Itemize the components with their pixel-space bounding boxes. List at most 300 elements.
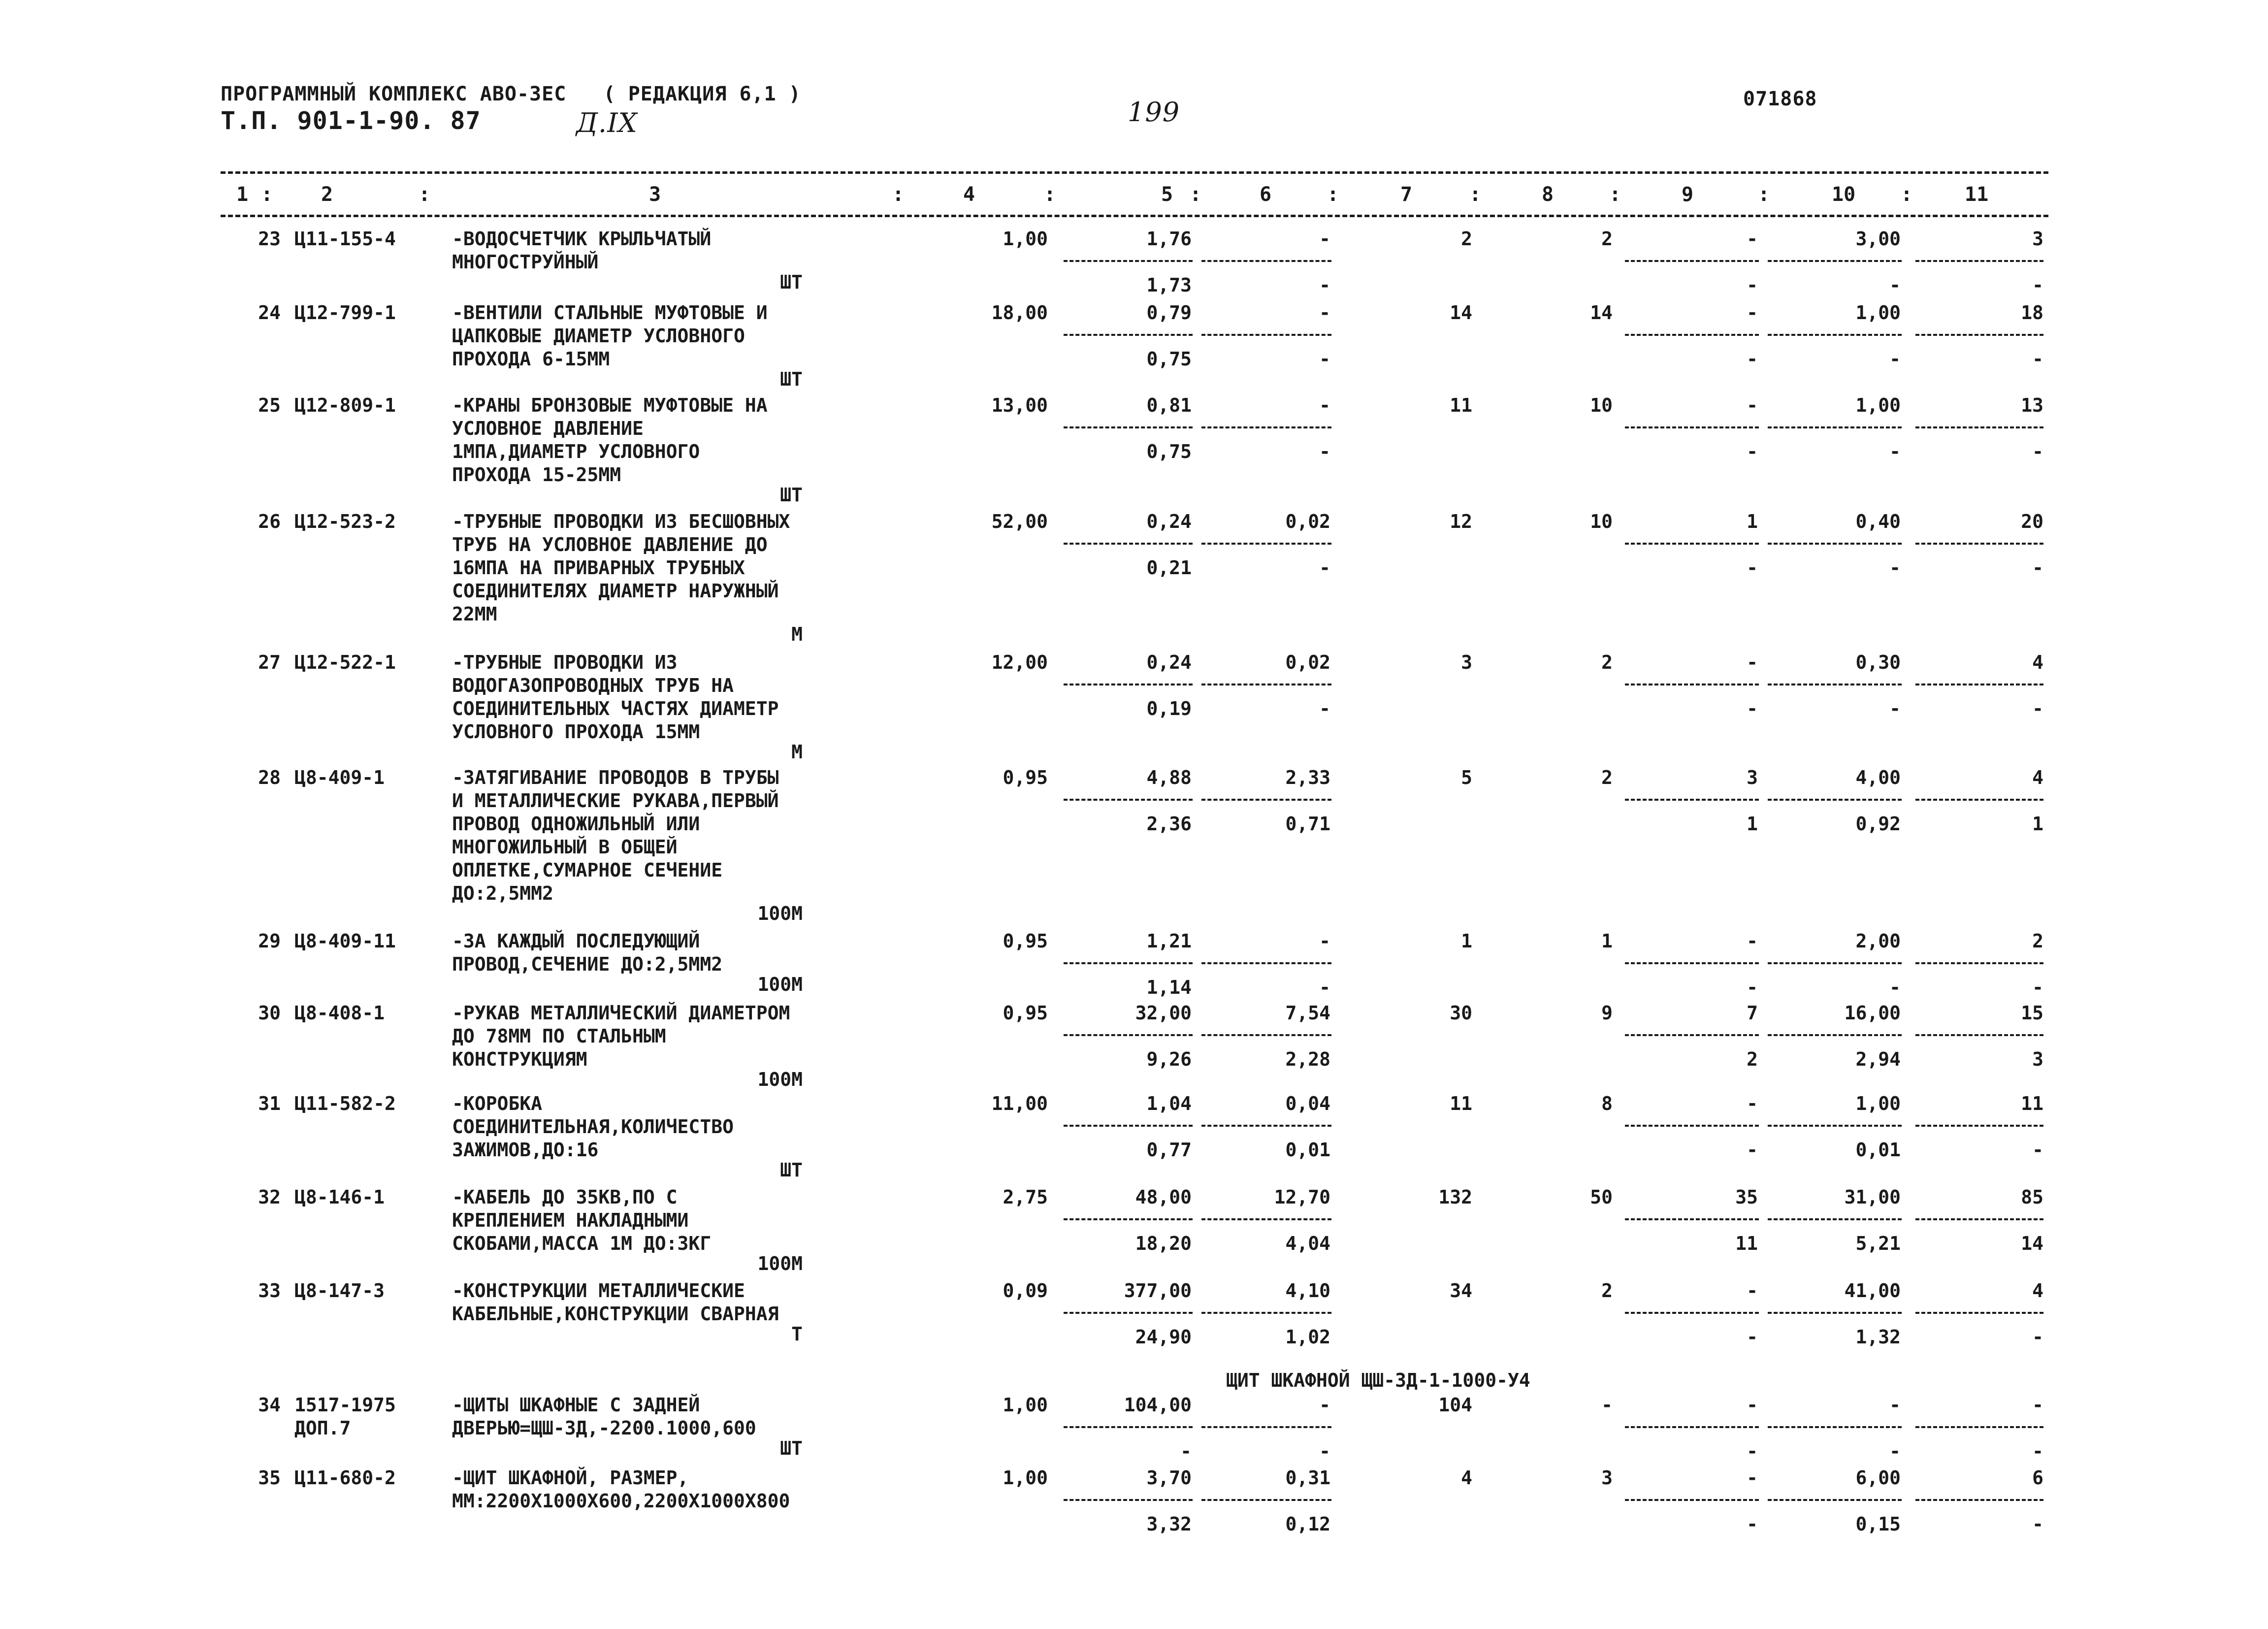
- item-description: -ЗАТЯГИВАНИЕ ПРОВОДОВ В ТРУБЫ: [452, 767, 779, 788]
- item-description: СОЕДИНИТЕЛЯХ ДИАМЕТР НАРУЖНЫЙ: [452, 580, 779, 602]
- machine-value: 7: [1747, 1002, 1758, 1024]
- total-value: 5: [1461, 767, 1472, 788]
- item-description: -ТРУБНЫЕ ПРОВОДКИ ИЗ БЕСШОВНЫХ: [452, 511, 790, 532]
- labor-norm: 0,30: [1855, 652, 1901, 673]
- machine-value: -: [1747, 1280, 1758, 1302]
- item-description: -КАБЕЛЬ ДО 35КВ,ПО С: [452, 1186, 678, 1208]
- column-separator: :: [1609, 183, 1621, 206]
- item-description: ДВЕРЬЮ=ЩШ-ЗД,-2200.1000,600: [452, 1417, 756, 1439]
- labor-total: 20: [2021, 511, 2043, 532]
- wages-value: 2: [1601, 767, 1613, 788]
- item-description: ЦАПКОВЫЕ ДИАМЕТР УСЛОВНОГО: [452, 325, 745, 347]
- item-description: ММ:2200Х1000Х600,2200Х1000Х800: [452, 1490, 790, 1512]
- item-description: УСЛОВНОЕ ДАВЛЕНИЕ: [452, 418, 644, 439]
- total-cost: 377,00: [1124, 1280, 1192, 1302]
- column-separator: :: [419, 183, 431, 206]
- machine-value-wages: -: [1747, 441, 1758, 462]
- machine-value: 3: [1747, 767, 1758, 788]
- labor-norm-machine: 5,21: [1855, 1233, 1901, 1254]
- subtotal-rule: [1201, 1218, 1331, 1220]
- labor-total-machine: -: [2032, 698, 2043, 719]
- machine-cost: 0,02: [1285, 511, 1330, 532]
- labor-total-machine: 3: [2032, 1048, 2043, 1070]
- row-number: 31: [258, 1093, 281, 1114]
- labor-total-machine: 1: [2032, 813, 2043, 835]
- machine-value-wages: -: [1747, 1513, 1758, 1535]
- norm-code: ДОП.7: [294, 1417, 351, 1439]
- machine-value: -: [1747, 930, 1758, 952]
- total-cost: 4,88: [1146, 767, 1192, 788]
- labor-total: 3: [2032, 228, 2043, 250]
- total-value: 34: [1450, 1280, 1472, 1302]
- machine-cost-wages: -: [1319, 557, 1330, 579]
- total-cost-wages: 1,14: [1146, 977, 1192, 998]
- unit-of-measure: ШТ: [780, 1159, 803, 1181]
- subtotal-rule: [1201, 799, 1331, 801]
- labor-total: 4: [2032, 1280, 2043, 1302]
- column-separator: :: [1044, 183, 1056, 206]
- machine-cost-wages: -: [1319, 1440, 1330, 1462]
- subtotal-rule: [1064, 684, 1193, 685]
- labor-total-machine: -: [2032, 441, 2043, 462]
- labor-total: 4: [2032, 767, 2043, 788]
- norm-code: Ц12-523-2: [294, 511, 396, 532]
- quantity: 0,95: [1003, 767, 1048, 788]
- subtotal-rule: [1625, 426, 1759, 428]
- total-cost: 0,81: [1146, 394, 1192, 416]
- item-description: МНОГОЖИЛЬНЫЙ В ОБЩЕЙ: [452, 836, 678, 858]
- subtotal-rule: [1915, 1312, 2043, 1314]
- table-header-rule: [221, 215, 2048, 217]
- wages-value: 3: [1601, 1467, 1613, 1489]
- machine-value-wages: -: [1747, 274, 1758, 296]
- subtotal-rule: [1064, 1499, 1193, 1501]
- subtotal-rule: [1064, 1218, 1193, 1220]
- total-value: 11: [1450, 394, 1472, 416]
- labor-norm-machine: -: [1889, 977, 1901, 998]
- labor-norm: 16,00: [1844, 1002, 1901, 1024]
- labor-norm-machine: 0,92: [1855, 813, 1901, 835]
- unit-of-measure: ШТ: [780, 1437, 803, 1459]
- labor-total-machine: 14: [2021, 1233, 2043, 1254]
- norm-code: Ц11-155-4: [294, 228, 396, 250]
- labor-norm: 41,00: [1844, 1280, 1901, 1302]
- norm-code: Ц8-408-1: [294, 1002, 385, 1024]
- column-separator: :: [261, 183, 273, 206]
- subtotal-rule: [1064, 334, 1193, 336]
- total-value: 1: [1461, 930, 1472, 952]
- machine-value: -: [1747, 228, 1758, 250]
- row-number: 26: [258, 511, 281, 532]
- subtotal-rule: [1915, 543, 2043, 545]
- labor-total: 18: [2021, 302, 2043, 324]
- norm-code: Ц8-409-1: [294, 767, 385, 788]
- total-cost-wages: 0,75: [1146, 441, 1192, 462]
- quantity: 12,00: [991, 652, 1048, 673]
- machine-value-wages: 1: [1747, 813, 1758, 835]
- labor-total: -: [2032, 1394, 2043, 1416]
- item-description: СОЕДИНИТЕЛЬНАЯ,КОЛИЧЕСТВО: [452, 1116, 734, 1138]
- item-description: 22ММ: [452, 603, 497, 625]
- subtotal-rule: [1625, 1426, 1759, 1428]
- machine-cost: 7,54: [1285, 1002, 1330, 1024]
- wages-value: -: [1601, 1394, 1613, 1416]
- machine-value-wages: -: [1747, 977, 1758, 998]
- machine-value: -: [1747, 1093, 1758, 1114]
- machine-value: -: [1747, 394, 1758, 416]
- labor-norm-machine: 0,01: [1855, 1139, 1901, 1161]
- row-number: 24: [258, 302, 281, 324]
- norm-code: 1517-1975: [294, 1394, 396, 1416]
- machine-cost: 2,33: [1285, 767, 1330, 788]
- item-note: ЩИТ ШКАФНОЙ ЩШ-ЗД-1-1000-У4: [1226, 1369, 1530, 1391]
- subtotal-rule: [1768, 1499, 1902, 1501]
- unit-of-measure: ШТ: [780, 271, 803, 293]
- machine-cost: -: [1319, 394, 1330, 416]
- machine-cost-wages: -: [1319, 977, 1330, 998]
- labor-norm: 1,00: [1855, 302, 1901, 324]
- total-value: 4: [1461, 1467, 1472, 1489]
- machine-cost-wages: -: [1319, 698, 1330, 719]
- subtotal-rule: [1201, 260, 1331, 262]
- subtotal-rule: [1625, 799, 1759, 801]
- subtotal-rule: [1201, 962, 1331, 964]
- machine-cost-wages: -: [1319, 348, 1330, 370]
- wages-value: 10: [1590, 511, 1613, 532]
- item-description: -РУКАВ МЕТАЛЛИЧЕСКИЙ ДИАМЕТРОМ: [452, 1002, 790, 1024]
- program-title: ПРОГРАММНЫЙ КОМПЛЕКС АВО-3ЕС: [221, 83, 567, 105]
- subtotal-rule: [1915, 962, 2043, 964]
- subtotal-rule: [1768, 962, 1902, 964]
- total-cost: 1,76: [1146, 228, 1192, 250]
- subtotal-rule: [1201, 1426, 1331, 1428]
- subtotal-rule: [1064, 260, 1193, 262]
- row-number: 32: [258, 1186, 281, 1208]
- column-number: 1: [236, 183, 249, 206]
- item-description: ОПЛЕТКЕ,СУМАРНОЕ СЕЧЕНИЕ: [452, 859, 723, 881]
- total-value: 2: [1461, 228, 1472, 250]
- unit-of-measure: 100М: [757, 903, 803, 924]
- machine-value-wages: -: [1747, 348, 1758, 370]
- labor-norm: 4,00: [1855, 767, 1901, 788]
- subtotal-rule: [1768, 1218, 1902, 1220]
- machine-cost: -: [1319, 302, 1330, 324]
- quantity: 13,00: [991, 394, 1048, 416]
- labor-norm-machine: -: [1889, 348, 1901, 370]
- machine-value-wages: -: [1747, 698, 1758, 719]
- labor-norm-machine: 0,15: [1855, 1513, 1901, 1535]
- column-separator: :: [892, 183, 905, 206]
- labor-norm-machine: 1,32: [1855, 1326, 1901, 1348]
- subtotal-rule: [1064, 426, 1193, 428]
- machine-value: 35: [1735, 1186, 1758, 1208]
- item-description: ДО 78ММ ПО СТАЛЬНЫМ: [452, 1025, 666, 1047]
- machine-value-wages: -: [1747, 1326, 1758, 1348]
- row-number: 27: [258, 652, 281, 673]
- labor-norm-machine: -: [1889, 698, 1901, 719]
- subtotal-rule: [1625, 1125, 1759, 1127]
- machine-value: 1: [1747, 511, 1758, 532]
- column-number: 10: [1832, 183, 1856, 206]
- machine-value: -: [1747, 1467, 1758, 1489]
- total-cost-wages: 0,77: [1146, 1139, 1192, 1161]
- machine-cost-wages: 1,02: [1285, 1326, 1330, 1348]
- norm-code: Ц12-799-1: [294, 302, 396, 324]
- subtotal-rule: [1201, 1499, 1331, 1501]
- total-cost-wages: 2,36: [1146, 813, 1192, 835]
- machine-value-wages: -: [1747, 1139, 1758, 1161]
- labor-total: 13: [2021, 394, 2043, 416]
- wages-value: 2: [1601, 652, 1613, 673]
- machine-cost-wages: -: [1319, 274, 1330, 296]
- column-separator: :: [1469, 183, 1482, 206]
- item-description: ВОДОГАЗОПРОВОДНЫХ ТРУБ НА: [452, 675, 734, 696]
- subtotal-rule: [1768, 1034, 1902, 1036]
- row-number: 29: [258, 930, 281, 952]
- machine-value: -: [1747, 1394, 1758, 1416]
- labor-norm: 1,00: [1855, 1093, 1901, 1114]
- table-top-rule: [221, 171, 2048, 174]
- machine-value: -: [1747, 302, 1758, 324]
- labor-norm: -: [1889, 1394, 1901, 1416]
- subtotal-rule: [1915, 1218, 2043, 1220]
- labor-norm-machine: -: [1889, 1440, 1901, 1462]
- subtotal-rule: [1625, 260, 1759, 262]
- item-description: -ЩИТЫ ШКАФНЫЕ С ЗАДНЕЙ: [452, 1394, 700, 1416]
- volume-mark: Д.IX: [576, 107, 638, 138]
- total-value: 14: [1450, 302, 1472, 324]
- unit-of-measure: 100М: [757, 1253, 803, 1274]
- subtotal-rule: [1625, 1499, 1759, 1501]
- subtotal-rule: [1915, 1034, 2043, 1036]
- item-description: -ВОДОСЧЕТЧИК КРЫЛЬЧАТЫЙ: [452, 228, 712, 250]
- subtotal-rule: [1768, 543, 1902, 545]
- labor-total-machine: -: [2032, 1326, 2043, 1348]
- subtotal-rule: [1768, 1125, 1902, 1127]
- row-number: 30: [258, 1002, 281, 1024]
- subtotal-rule: [1768, 334, 1902, 336]
- wages-value: 50: [1590, 1186, 1613, 1208]
- quantity: 0,95: [1003, 930, 1048, 952]
- subtotal-rule: [1625, 962, 1759, 964]
- machine-cost: -: [1319, 1394, 1330, 1416]
- labor-norm-machine: -: [1889, 274, 1901, 296]
- labor-total-machine: -: [2032, 1513, 2043, 1535]
- document-number: 071868: [1743, 88, 1817, 110]
- machine-cost: -: [1319, 228, 1330, 250]
- labor-norm: 2,00: [1855, 930, 1901, 952]
- subtotal-rule: [1625, 1034, 1759, 1036]
- unit-of-measure: М: [791, 741, 803, 763]
- subtotal-rule: [1201, 426, 1331, 428]
- machine-value-wages: -: [1747, 1440, 1758, 1462]
- subtotal-rule: [1201, 1125, 1331, 1127]
- row-number: 28: [258, 767, 281, 788]
- norm-code: Ц12-809-1: [294, 394, 396, 416]
- labor-total-machine: -: [2032, 274, 2043, 296]
- column-number: 11: [1965, 183, 1989, 206]
- labor-norm: 6,00: [1855, 1467, 1901, 1489]
- column-separator: :: [1758, 183, 1770, 206]
- labor-total: 2: [2032, 930, 2043, 952]
- unit-of-measure: 100М: [757, 1069, 803, 1090]
- wages-value: 14: [1590, 302, 1613, 324]
- unit-of-measure: ШТ: [780, 368, 803, 390]
- total-cost-wages: 18,20: [1135, 1233, 1192, 1254]
- column-number: 5: [1161, 183, 1173, 206]
- item-description: -ВЕНТИЛИ СТАЛЬНЫЕ МУФТОВЫЕ И: [452, 302, 768, 324]
- total-cost: 3,70: [1146, 1467, 1192, 1489]
- subtotal-rule: [1768, 1312, 1902, 1314]
- row-number: 35: [258, 1467, 281, 1489]
- machine-cost: 0,04: [1285, 1093, 1330, 1114]
- quantity: 2,75: [1003, 1186, 1048, 1208]
- wages-value: 8: [1601, 1093, 1613, 1114]
- labor-norm: 1,00: [1855, 394, 1901, 416]
- item-description: ПРОВОД,СЕЧЕНИЕ ДО:2,5ММ2: [452, 953, 723, 975]
- subtotal-rule: [1201, 684, 1331, 685]
- page-number: 199: [1128, 97, 1180, 128]
- subtotal-rule: [1201, 1312, 1331, 1314]
- total-value: 3: [1461, 652, 1472, 673]
- quantity: 0,95: [1003, 1002, 1048, 1024]
- wages-value: 9: [1601, 1002, 1613, 1024]
- total-cost: 0,79: [1146, 302, 1192, 324]
- item-description: КРЕПЛЕНИЕМ НАКЛАДНЫМИ: [452, 1209, 689, 1231]
- subtotal-rule: [1064, 1125, 1193, 1127]
- machine-cost-wages: 4,04: [1285, 1233, 1330, 1254]
- machine-cost-wages: -: [1319, 441, 1330, 462]
- subtotal-rule: [1915, 334, 2043, 336]
- subtotal-rule: [1064, 1034, 1193, 1036]
- wages-value: 2: [1601, 228, 1613, 250]
- subtotal-rule: [1915, 426, 2043, 428]
- column-separator: :: [1327, 183, 1339, 206]
- item-description: 1МПА,ДИАМЕТР УСЛОВНОГО: [452, 441, 700, 462]
- item-description: КОНСТРУКЦИЯМ: [452, 1048, 587, 1070]
- labor-total-machine: -: [2032, 348, 2043, 370]
- item-description: -КРАНЫ БРОНЗОВЫЕ МУФТОВЫЕ НА: [452, 394, 768, 416]
- total-cost-wages: 0,75: [1146, 348, 1192, 370]
- labor-total-machine: -: [2032, 557, 2043, 579]
- subtotal-rule: [1064, 962, 1193, 964]
- total-value: 11: [1450, 1093, 1472, 1114]
- wages-value: 10: [1590, 394, 1613, 416]
- norm-code: Ц8-409-11: [294, 930, 396, 952]
- subtotal-rule: [1201, 543, 1331, 545]
- subtotal-rule: [1625, 684, 1759, 685]
- total-cost-wages: 0,21: [1146, 557, 1192, 579]
- quantity: 1,00: [1003, 1394, 1048, 1416]
- total-cost-wages: 9,26: [1146, 1048, 1192, 1070]
- row-number: 23: [258, 228, 281, 250]
- column-separator: :: [1190, 183, 1202, 206]
- subtotal-rule: [1768, 684, 1902, 685]
- row-number: 25: [258, 394, 281, 416]
- column-number: 7: [1400, 183, 1413, 206]
- total-value: 104: [1438, 1394, 1472, 1416]
- labor-total: 85: [2021, 1186, 2043, 1208]
- labor-total: 4: [2032, 652, 2043, 673]
- column-number: 9: [1681, 183, 1694, 206]
- item-description: СКОБАМИ,МАССА 1М ДО:3КГ: [452, 1233, 712, 1254]
- labor-total-machine: -: [2032, 977, 2043, 998]
- machine-value: -: [1747, 652, 1758, 673]
- item-description: ДО:2,5ММ2: [452, 882, 553, 904]
- labor-norm: 31,00: [1844, 1186, 1901, 1208]
- total-cost-wages: 0,19: [1146, 698, 1192, 719]
- unit-of-measure: Т: [791, 1323, 803, 1345]
- quantity: 0,09: [1003, 1280, 1048, 1302]
- machine-cost-wages: 0,12: [1285, 1513, 1330, 1535]
- item-description: СОЕДИНИТЕЛЬНЫХ ЧАСТЯХ ДИАМЕТР: [452, 698, 779, 719]
- subtotal-rule: [1915, 260, 2043, 262]
- total-cost: 0,24: [1146, 652, 1192, 673]
- total-cost-wages: -: [1180, 1440, 1192, 1462]
- norm-code: Ц11-582-2: [294, 1093, 396, 1114]
- total-value: 12: [1450, 511, 1472, 532]
- subtotal-rule: [1625, 334, 1759, 336]
- edition-label: ( РЕДАКЦИЯ 6,1 ): [603, 83, 801, 105]
- machine-cost: 0,02: [1285, 652, 1330, 673]
- item-description: 16МПА НА ПРИВАРНЫХ ТРУБНЫХ: [452, 557, 745, 579]
- subtotal-rule: [1064, 1312, 1193, 1314]
- item-description: -КОНСТРУКЦИИ МЕТАЛЛИЧЕСКИЕ: [452, 1280, 745, 1302]
- program-name: [221, 83, 801, 105]
- machine-value-wages: 2: [1747, 1048, 1758, 1070]
- item-description: -ЩИТ ШКАФНОЙ, РАЗМЕР,: [452, 1467, 689, 1489]
- total-cost: 1,04: [1146, 1093, 1192, 1114]
- total-value: 132: [1438, 1186, 1472, 1208]
- item-description: -ЗА КАЖДЫЙ ПОСЛЕДУЮЩИЙ: [452, 930, 700, 952]
- labor-norm-machine: -: [1889, 557, 1901, 579]
- labor-total-machine: -: [2032, 1139, 2043, 1161]
- row-number: 34: [258, 1394, 281, 1416]
- item-description: КАБЕЛЬНЫЕ,КОНСТРУКЦИИ СВАРНАЯ: [452, 1303, 779, 1325]
- item-description: МНОГОСТРУЙНЫЙ: [452, 251, 599, 273]
- unit-of-measure: М: [791, 623, 803, 645]
- subtotal-rule: [1768, 1426, 1902, 1428]
- labor-norm-machine: -: [1889, 441, 1901, 462]
- machine-cost: 0,31: [1285, 1467, 1330, 1489]
- subtotal-rule: [1768, 426, 1902, 428]
- column-number: 6: [1259, 183, 1272, 206]
- labor-total-machine: -: [2032, 1440, 2043, 1462]
- quantity: 18,00: [991, 302, 1048, 324]
- column-separator: :: [1901, 183, 1913, 206]
- labor-total: 15: [2021, 1002, 2043, 1024]
- total-cost: 32,00: [1135, 1002, 1192, 1024]
- norm-code: Ц8-146-1: [294, 1186, 385, 1208]
- total-cost: 104,00: [1124, 1394, 1192, 1416]
- subtotal-rule: [1064, 799, 1193, 801]
- column-number: 4: [963, 183, 975, 206]
- subtotal-rule: [1915, 1499, 2043, 1501]
- machine-value-wages: 11: [1735, 1233, 1758, 1254]
- subtotal-rule: [1625, 1312, 1759, 1314]
- subtotal-rule: [1625, 543, 1759, 545]
- total-cost: 0,24: [1146, 511, 1192, 532]
- quantity: 52,00: [991, 511, 1048, 532]
- labor-total: 6: [2032, 1467, 2043, 1489]
- row-number: 33: [258, 1280, 281, 1302]
- total-cost: 1,21: [1146, 930, 1192, 952]
- total-cost-wages: 24,90: [1135, 1326, 1192, 1348]
- quantity: 11,00: [991, 1093, 1048, 1114]
- machine-cost-wages: 0,01: [1285, 1139, 1330, 1161]
- item-description: ПРОВОД ОДНОЖИЛЬНЫЙ ИЛИ: [452, 813, 700, 835]
- norm-code: Ц11-680-2: [294, 1467, 396, 1489]
